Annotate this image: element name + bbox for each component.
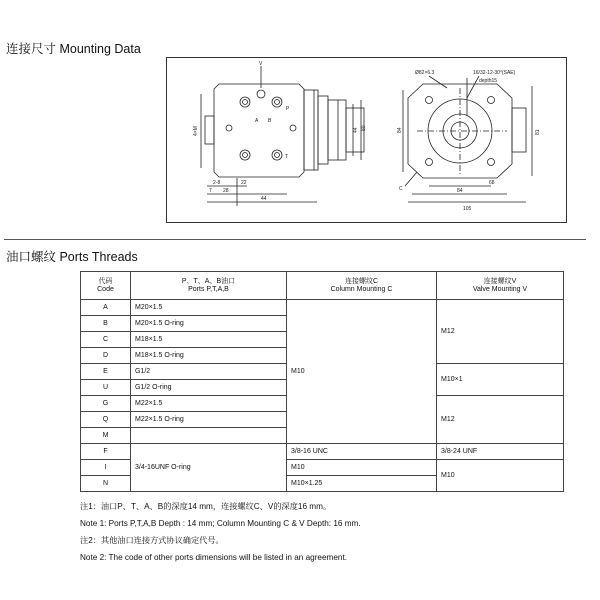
code-cell: G bbox=[81, 396, 131, 412]
ports-threads-table bbox=[80, 271, 564, 492]
ports-threads-title: 油口螺纹 Ports Threads bbox=[6, 250, 138, 264]
label-4xm: 4×M bbox=[193, 126, 199, 136]
valve-v-cell: 3/8-24 UNF bbox=[437, 444, 564, 460]
ports-cell bbox=[131, 428, 287, 444]
ports-cell: 3/4-16UNF O-ring bbox=[131, 444, 287, 492]
code-cell: F bbox=[81, 444, 131, 460]
code-cell: E bbox=[81, 364, 131, 380]
header-valve-v: 连接螺纹V Valve Mounting V bbox=[437, 272, 564, 300]
header-code: 代码 Code bbox=[81, 272, 131, 300]
dim-depth: depth15 bbox=[479, 78, 498, 84]
ports-cell: G1/2 O-ring bbox=[131, 380, 287, 396]
valve-v-cell: M10 bbox=[437, 460, 564, 492]
note-1-en: Note 1: Ports P,T,A,B Depth : 14 mm; Column Mounting C & V Depth: 16 mm. bbox=[80, 519, 361, 528]
code-cell: Q bbox=[81, 412, 131, 428]
section-divider bbox=[4, 239, 586, 240]
ports-cell: M22×1.5 O-ring bbox=[131, 412, 287, 428]
note-1-zh: 注1：油口P、T、A、B的深度14 mm，连接螺纹C、V的深度16 mm。 bbox=[80, 502, 332, 511]
label-t: T bbox=[285, 154, 289, 160]
dim-68: 68 bbox=[489, 180, 495, 186]
dim-82: Ø82×6.3 bbox=[415, 70, 435, 76]
dim-81: 81 bbox=[535, 129, 541, 135]
valve-v-cell: M12 bbox=[437, 396, 564, 444]
valve-v-cell: M12 bbox=[437, 300, 564, 364]
dim-2-8: 2-8 bbox=[213, 180, 221, 186]
code-cell: A bbox=[81, 300, 131, 316]
notes bbox=[80, 498, 361, 566]
column-c-cell: 3/8-16 UNC bbox=[287, 444, 437, 460]
label-b: B bbox=[268, 118, 272, 124]
column-c-cell: M10 bbox=[287, 300, 437, 444]
label-c: C bbox=[399, 186, 403, 192]
table-row bbox=[81, 300, 564, 316]
dim-spline: 16/32-12-30°(SAE) bbox=[473, 70, 516, 76]
ports-cell: G1/2 bbox=[131, 364, 287, 380]
dim-80: 80 bbox=[361, 125, 367, 131]
code-cell: B bbox=[81, 316, 131, 332]
header-ports: P、T、A、B油口 Ports P,T,A,B bbox=[131, 272, 287, 300]
ports-cell: M18×1.5 O-ring bbox=[131, 348, 287, 364]
ports-cell: M22×1.5 bbox=[131, 396, 287, 412]
mounting-drawing bbox=[166, 57, 567, 223]
dim-84b: 84 bbox=[457, 188, 463, 194]
code-cell: I bbox=[81, 460, 131, 476]
code-cell: N bbox=[81, 476, 131, 492]
label-a: A bbox=[255, 118, 259, 124]
code-cell: U bbox=[81, 380, 131, 396]
column-c-cell: M10×1.25 bbox=[287, 476, 437, 492]
dim-44b: 44 bbox=[261, 196, 267, 202]
dim-84: 84 bbox=[397, 127, 403, 133]
dim-22: 22 bbox=[241, 180, 247, 186]
note-2-en: Note 2: The code of other ports dimensions will be listed in an agreement. bbox=[80, 553, 348, 562]
code-cell: C bbox=[81, 332, 131, 348]
mounting-data-title: 连接尺寸 Mounting Data bbox=[6, 42, 141, 56]
dim-105: 105 bbox=[463, 206, 472, 212]
dim-44: 44 bbox=[353, 127, 359, 133]
label-p: P bbox=[286, 106, 290, 112]
dim-28: 28 bbox=[223, 188, 229, 194]
label-v: V bbox=[259, 61, 263, 67]
header-column-c: 连接螺纹C Column Mounting C bbox=[287, 272, 437, 300]
code-cell: D bbox=[81, 348, 131, 364]
valve-v-cell: M10×1 bbox=[437, 364, 564, 396]
column-c-cell: M10 bbox=[287, 460, 437, 476]
mounting-drawing-svg bbox=[167, 58, 568, 224]
table-row bbox=[81, 444, 564, 460]
ports-cell: M20×1.5 O-ring bbox=[131, 316, 287, 332]
ports-cell: M20×1.5 bbox=[131, 300, 287, 316]
table-header-row bbox=[81, 272, 564, 300]
code-cell: M bbox=[81, 428, 131, 444]
note-2-zh: 注2：其他油口连接方式协议确定代号。 bbox=[80, 536, 224, 545]
dim-7: 7 bbox=[209, 188, 212, 194]
ports-cell: M18×1.5 bbox=[131, 332, 287, 348]
